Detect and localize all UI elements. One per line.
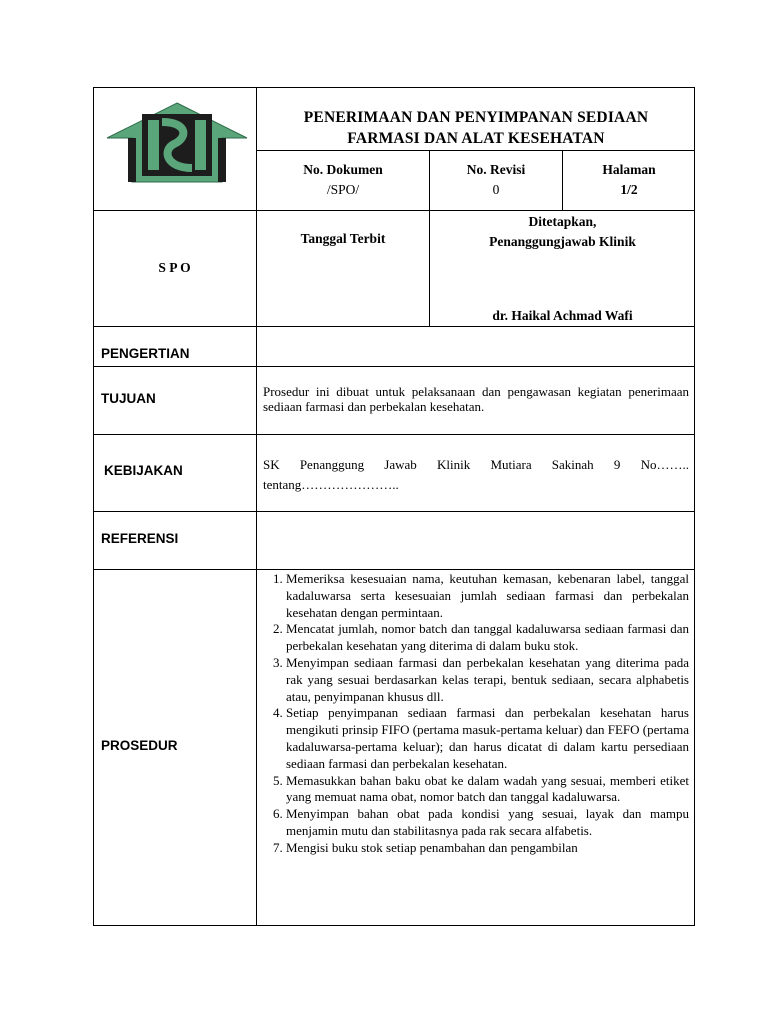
prosedur-step: 4. Setiap penyimpanan sediaan farmasi dan perbekalan kesehatan harus mengikuti prinsip FIFO (pertama masuk-pertama keluar) dan FEFO (pertama kadaluwarsa-pertama keluar); dan harus dicatat di dalam kartu persediaan sediaan farmasi dan perbekalan kesehatan. [286,705,689,772]
ditetapkan-line-2: Penanggungjawab Klinik [489,234,636,249]
row-divider [93,210,695,211]
prosedur-row [93,569,256,926]
document-title [257,107,695,149]
prosedur-step: 5. Memasukkan bahan baku obat ke dalam wadah yang sesuai, memberi etiket yang memuat nama obat, nomor batch dan tanggal kadaluwarsa. [286,773,689,807]
pengertian-row [93,326,256,366]
prosedur-step: 6. Menyimpan bahan obat pada kondisi yang sesuai, layak dan mampu menjamin mutu dan stabilitasnya pada rak secara alfabetis. [286,806,689,840]
column-divider [256,87,257,926]
tujuan-text: Prosedur ini dibuat untuk pelaksanaan dan pengawasan kegiatan penerimaan sediaan farmasi dan perbekalan kesehatan. [263,384,689,414]
tanggal-terbit-label: Tanggal Terbit [300,231,386,246]
prosedur-label: PROSEDUR [101,738,178,753]
signatory-name: dr. Haikal Achmad Wafi [492,308,633,323]
referensi-row [93,511,256,569]
pengertian-label: PENGERTIAN [101,346,190,361]
prosedur-steps [262,571,689,857]
kebijakan-label: KEBIJAKAN [104,463,183,478]
clinic-logo [104,100,250,186]
house-arrow-logo-icon [104,100,250,186]
prosedur-list [262,571,689,857]
tujuan-row [93,366,256,434]
prosedur-step: 2. Mencatat jumlah, nomor batch dan tanggal kadaluwarsa sediaan farmasi dan perbekalan kesehatan yang diterima di dalam buku stok. [286,621,689,655]
ditetapkan-block [430,212,695,252]
no-revisi-label: No. Revisi [466,162,526,177]
halaman-label: Halaman [602,162,656,177]
prosedur-step: 7. Mengisi buku stok setiap penambahan dan pengambilan [286,840,689,857]
title-line-1: PENERIMAAN DAN PENYIMPANAN SEDIAAN [303,109,649,126]
kebijakan-row [93,434,256,511]
title-line-2: FARMASI DAN ALAT KESEHATAN [347,130,605,147]
prosedur-step: 3. Menyimpan sediaan farmasi dan perbekalan kesehatan yang diterima pada rak yang sesuai berdasarkan kelas terapi, bentuk sediaan, secara alphabetis atau, penyimpanan khusus dll. [286,655,689,705]
halaman-cell [563,160,695,200]
row-divider [256,150,695,151]
tujuan-label: TUJUAN [101,391,156,406]
no-revisi-value: 0 [492,182,500,197]
halaman-value: 1/2 [620,182,638,197]
no-dokumen-value: /SPO/ [326,182,360,197]
no-dokumen-label: No. Dokumen [303,162,383,177]
kebijakan-text [263,455,689,495]
no-dokumen-cell [257,160,429,200]
prosedur-step: 1. Memeriksa kesesuaian nama, keutuhan kemasan, kebenaran label, tanggal kadaluwarsa serta kesesuaian jumlah sediaan farmasi dan perbekalan kesehatan dengan permintaan. [286,571,689,621]
kebijakan-line-1: SK Penanggung Jawab Klinik Mutiara Sakinah 9 No…….. [263,457,689,472]
ditetapkan-line-1: Ditetapkan, [528,214,597,229]
no-revisi-cell [430,160,562,200]
spo-label: S P O [158,260,191,275]
kebijakan-line-2: tentang………………….. [263,477,399,492]
referensi-label: REFERENSI [101,531,179,546]
